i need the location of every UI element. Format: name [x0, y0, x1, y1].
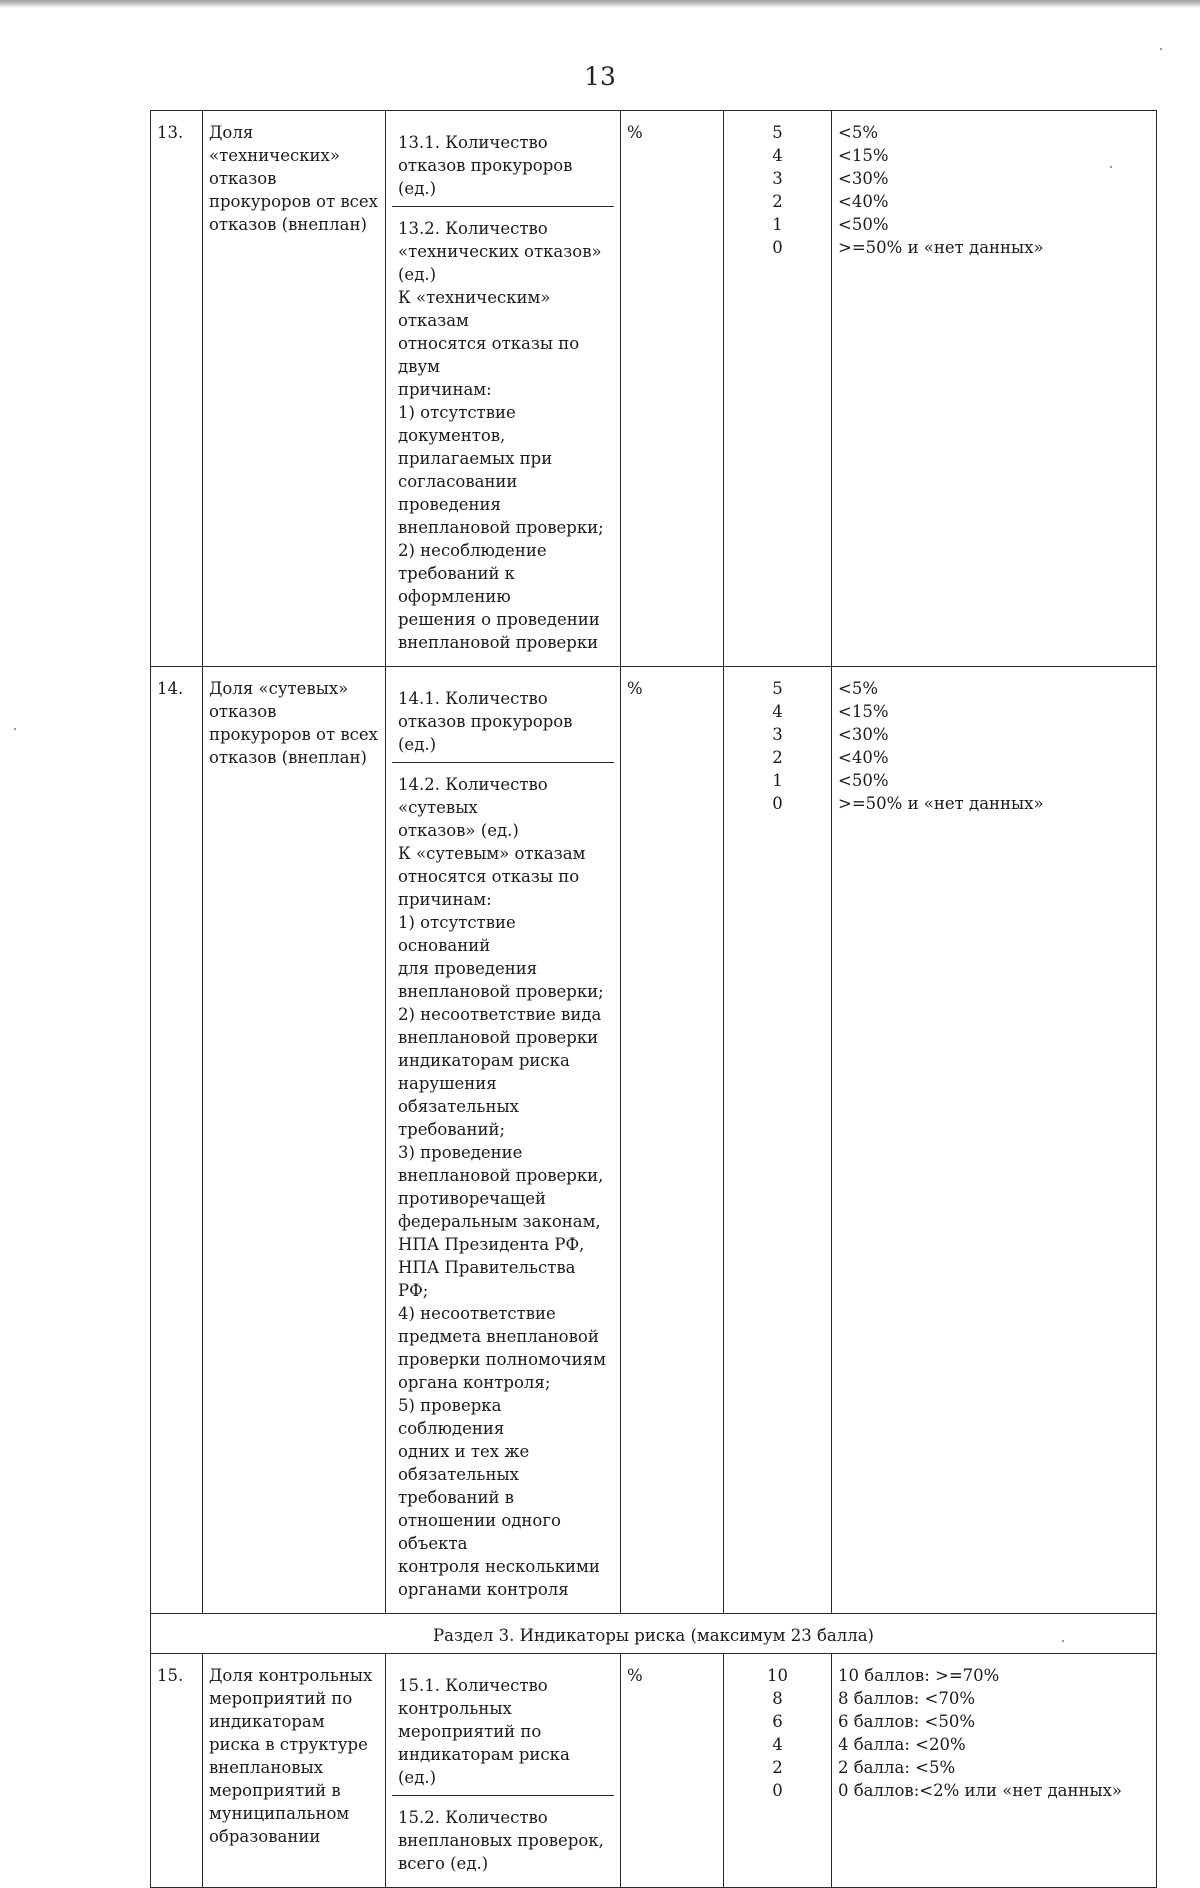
text-line: внеплановой проверки [398, 1028, 599, 1047]
threshold-column [832, 667, 1157, 1614]
text-line: для проведения [398, 959, 538, 978]
section-row [151, 1614, 1157, 1654]
scan-edge [0, 0, 1200, 8]
points-value: 0 [772, 1781, 783, 1800]
text-line: (ед.) [398, 265, 437, 284]
threshold-value: <40% [838, 192, 889, 211]
points-value: 10 [767, 1666, 788, 1685]
text-line: контроля несколькими [398, 1557, 600, 1576]
page-number: 13 [584, 62, 616, 91]
threshold-value: 6 баллов: <50% [838, 1712, 976, 1731]
scan-speck [1062, 1640, 1064, 1642]
text-line: внеплановой проверки, [398, 1166, 604, 1185]
sub-indicator-b [392, 762, 614, 1607]
text-line: решения о проведении [398, 610, 600, 629]
text-line: 3) проведение [398, 1143, 523, 1162]
points-value: 1 [772, 215, 783, 234]
threshold-value: <50% [838, 215, 889, 234]
threshold-column [832, 1654, 1157, 1888]
points-value: 5 [772, 679, 783, 698]
text-line: внеплановой проверки [398, 633, 599, 652]
text-line: 15.2. Количество [398, 1808, 548, 1827]
points-value: 4 [772, 702, 783, 721]
text-line: требований; [398, 1120, 506, 1139]
text-line: проверки полномочиям [398, 1350, 606, 1369]
table-row [151, 1654, 1157, 1888]
text-line: нарушения обязательных [398, 1074, 519, 1116]
text-line: обязательных требований в [398, 1465, 519, 1507]
text-line: 5) проверка соблюдения [398, 1396, 505, 1438]
points-value: 3 [772, 725, 783, 744]
text-line: отказов» (ед.) [398, 821, 519, 840]
text-line: противоречащей [398, 1189, 547, 1208]
threshold-value: 10 баллов: >=70% [838, 1666, 1000, 1685]
points-column [724, 111, 832, 667]
threshold-value: <40% [838, 748, 889, 767]
text-line: внеплановых проверок, [398, 1831, 604, 1850]
threshold-value: <15% [838, 146, 889, 165]
indicator-table-sheet [150, 110, 1157, 1888]
table-row [151, 111, 1157, 667]
text-line: причинам: [398, 380, 492, 399]
threshold-value: >=50% и «нет данных» [838, 238, 1044, 257]
sub-indicator-a: 15.1. Количество контрольных мероприятий по индикаторам риска (ед.) [398, 1676, 570, 1787]
text-line: «технических отказов» [398, 242, 602, 261]
points-value: 4 [772, 146, 783, 165]
text-line: 2) несоответствие вида [398, 1005, 602, 1024]
row-number: 14. [151, 667, 203, 1614]
row-number: 15. [151, 1654, 203, 1888]
points-value: 3 [772, 169, 783, 188]
text-line: НПА Правительства РФ; [398, 1258, 576, 1300]
points-value: 6 [772, 1712, 783, 1731]
text-line: внеплановой проверки; [398, 982, 604, 1001]
points-value: 0 [772, 794, 783, 813]
points-column [724, 667, 832, 1614]
text-line: НПА Президента РФ, [398, 1235, 585, 1254]
text-line: отношении одного объекта [398, 1511, 561, 1553]
scan-speck [14, 728, 16, 730]
text-line: 13.2. Количество [398, 219, 548, 238]
text-line: согласовании проведения [398, 472, 518, 514]
text-line: прилагаемых при [398, 449, 553, 468]
text-line: 2) несоблюдение [398, 541, 547, 560]
threshold-value: 8 баллов: <70% [838, 1689, 976, 1708]
unit: % [621, 667, 724, 1614]
threshold-value: 4 балла: <20% [838, 1735, 966, 1754]
points-value: 4 [772, 1735, 783, 1754]
threshold-value: 2 балла: <5% [838, 1758, 956, 1777]
text-line: К «техническим» отказам [398, 288, 551, 330]
text-line: органами контроля [398, 1580, 569, 1599]
points-column [724, 1654, 832, 1888]
sub-indicator-a: 14.1. Количество отказов прокуроров (ед.) [398, 689, 573, 754]
points-value: 2 [772, 1758, 783, 1777]
text-line: предмета внеплановой [398, 1327, 599, 1346]
points-value: 2 [772, 748, 783, 767]
text-line: причинам: [398, 890, 492, 909]
sub-indicator-a: 13.1. Количество отказов прокуроров (ед.) [398, 133, 573, 198]
threshold-value: <15% [838, 702, 889, 721]
text-line: органа контроля; [398, 1373, 551, 1392]
indicator-name: Доля «сутевых» отказов прокуроров от всех отказов (внеплан) [203, 667, 386, 1614]
points-value: 0 [772, 238, 783, 257]
threshold-column [832, 111, 1157, 667]
text-line: федеральным законам, [398, 1212, 601, 1231]
unit: % [621, 111, 724, 667]
text-line: одних и тех же [398, 1442, 530, 1461]
threshold-value: <30% [838, 725, 889, 744]
indicator-name: Доля «технических» отказов прокуроров от всех отказов (внеплан) [203, 111, 386, 667]
points-value: 5 [772, 123, 783, 142]
text-line: 14.2. Количество «сутевых [398, 775, 548, 817]
sub-indicators-cell [386, 1654, 621, 1888]
text-line: требований к оформлению [398, 564, 515, 606]
table-row [151, 667, 1157, 1614]
threshold-value: <30% [838, 169, 889, 188]
section-title: Раздел 3. Индикаторы риска (максимум 23 балла) [151, 1614, 1157, 1654]
indicator-table [150, 110, 1157, 1888]
threshold-value: >=50% и «нет данных» [838, 794, 1044, 813]
text-line: относятся отказы по двум [398, 334, 580, 376]
unit: % [621, 1654, 724, 1888]
row-number: 13. [151, 111, 203, 667]
points-value: 8 [772, 1689, 783, 1708]
text-line: относятся отказы по [398, 867, 580, 886]
sub-indicator-b [392, 1795, 614, 1881]
threshold-value: <5% [838, 123, 879, 142]
text-line: 1) отсутствие документов, [398, 403, 516, 445]
sub-indicators-cell [386, 111, 621, 667]
threshold-value: <5% [838, 679, 879, 698]
scan-speck [1160, 48, 1162, 50]
text-line: внеплановой проверки; [398, 518, 604, 537]
indicator-name: Доля контрольных мероприятий по индикаторам риска в структуре внеплановых мероприятий в муниципальном образовании [203, 1654, 386, 1888]
text-line: 4) несоответствие [398, 1304, 556, 1323]
text-line: индикаторам риска [398, 1051, 570, 1070]
text-line: 1) отсутствие оснований [398, 913, 516, 955]
text-line: всего (ед.) [398, 1854, 489, 1873]
sub-indicator-b [392, 206, 614, 660]
points-value: 2 [772, 192, 783, 211]
sub-indicators-cell [386, 667, 621, 1614]
threshold-value: 0 баллов:<2% или «нет данных» [838, 1781, 1122, 1800]
text-line: К «сутевым» отказам [398, 844, 586, 863]
scan-speck [1110, 166, 1112, 168]
points-value: 1 [772, 771, 783, 790]
threshold-value: <50% [838, 771, 889, 790]
